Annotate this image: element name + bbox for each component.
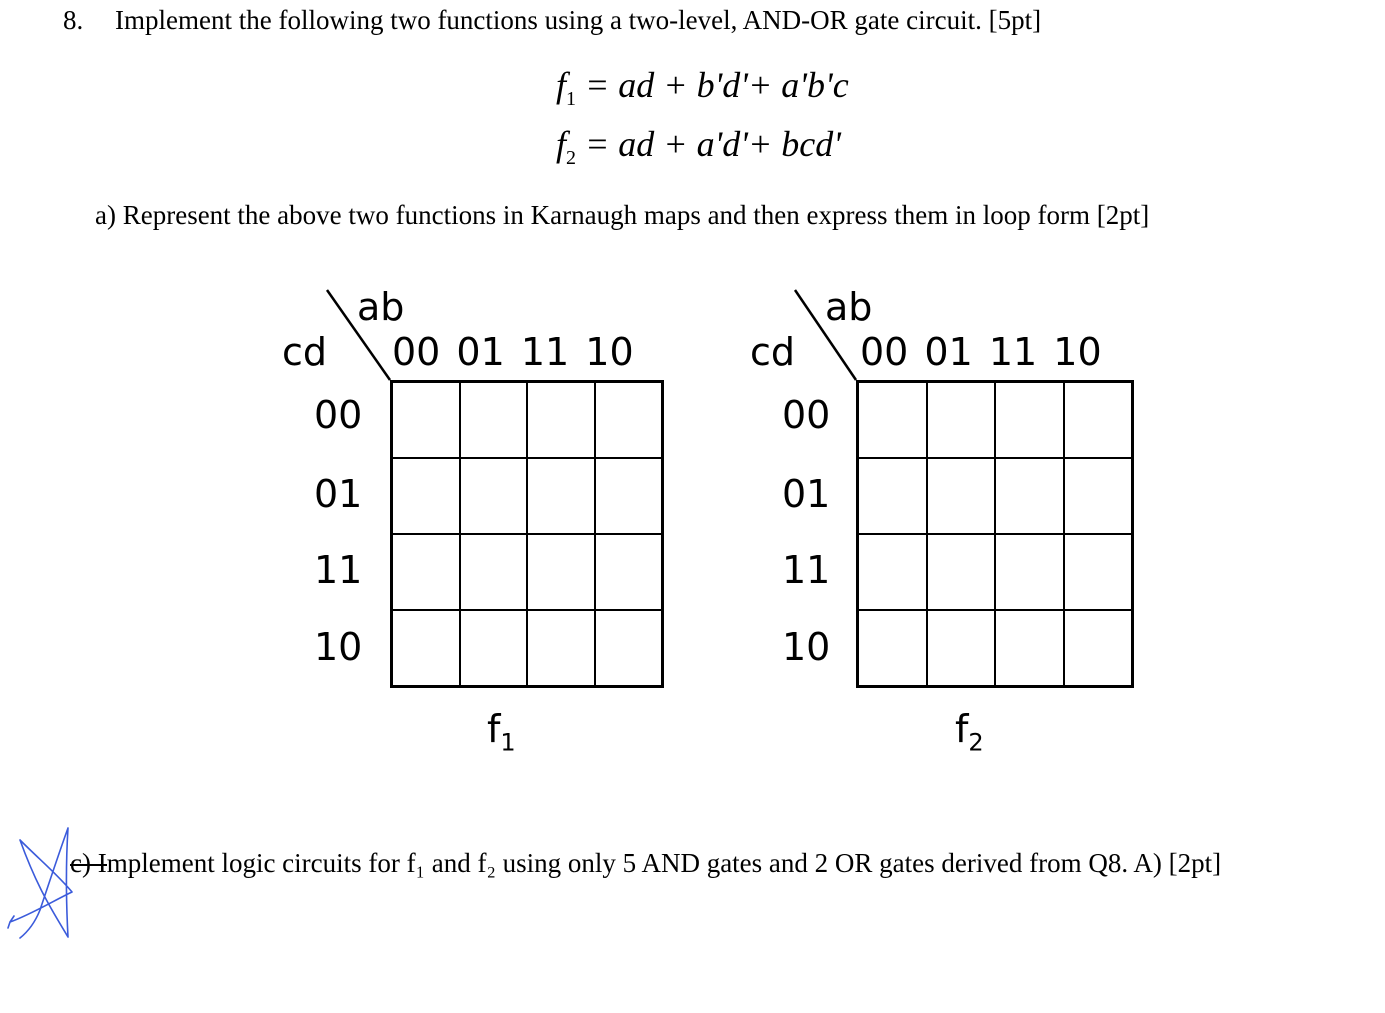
kmap-col-variable: ab — [825, 285, 873, 329]
kmap-function-subscript: 2 — [968, 728, 984, 757]
kmap-cell[interactable] — [858, 458, 927, 534]
karnaugh-map-f1 — [282, 285, 702, 765]
kmap-cell[interactable] — [1064, 534, 1133, 610]
kmap-cell[interactable] — [527, 610, 595, 686]
kmap-cell[interactable] — [927, 382, 996, 458]
kmap-cell[interactable] — [595, 610, 663, 686]
kmap-cell[interactable] — [595, 534, 663, 610]
kmap-row-label: 10 — [782, 625, 831, 669]
kmap-cell[interactable] — [527, 382, 595, 458]
kmap-row-label: 00 — [782, 393, 831, 437]
question-number: 8. — [63, 5, 84, 35]
kmap-cell[interactable] — [460, 382, 528, 458]
kmap-cell[interactable] — [995, 534, 1064, 610]
kmap-cell[interactable] — [392, 610, 460, 686]
kmap-cell[interactable] — [527, 458, 595, 534]
kmap-cell[interactable] — [460, 610, 528, 686]
equation-f2-name: f — [556, 124, 567, 164]
equation-f2-rhs: = ad + a'd'+ bcd' — [585, 124, 841, 164]
kmap-row-label: 01 — [314, 472, 363, 516]
kmap-cell[interactable] — [1064, 458, 1133, 534]
kmap-cell[interactable] — [392, 382, 460, 458]
equation-f1 — [556, 64, 849, 111]
kmap-cell[interactable] — [392, 534, 460, 610]
kmap-grid — [390, 380, 664, 688]
kmap-cell[interactable] — [460, 458, 528, 534]
kmap-cell[interactable] — [595, 458, 663, 534]
kmap-row-label: 11 — [314, 548, 363, 592]
part-c-body: mplement logic circuits for f₁ and f₂ using only 5 AND gates and 2 OR gates derived from Q8. A) [2pt] — [106, 848, 1222, 878]
question-text: Implement the following two functions using a two-level, AND-OR gate circuit. [5pt] — [115, 5, 1042, 35]
kmap-row-label: 11 — [782, 548, 831, 592]
kmap-function-subscript: 1 — [500, 728, 516, 757]
part-a-text: a) Represent the above two functions in Karnaugh maps and then express them in loop form [2pt] — [95, 200, 1150, 230]
kmap-row-label: 00 — [314, 393, 363, 437]
kmap-row-label: 01 — [782, 472, 831, 516]
kmap-cell[interactable] — [460, 534, 528, 610]
kmap-cell[interactable] — [1064, 382, 1133, 458]
kmap-function-name: f — [955, 707, 969, 751]
handwritten-scribble — [0, 820, 80, 945]
kmap-column-headers: 00 01 11 10 — [392, 330, 634, 374]
kmap-cell[interactable] — [858, 610, 927, 686]
equation-f2-subscript: 2 — [566, 147, 577, 169]
equation-f2 — [556, 123, 841, 170]
kmap-function-label — [955, 707, 984, 757]
kmap-cell[interactable] — [595, 382, 663, 458]
equation-f1-subscript: 1 — [566, 88, 577, 110]
kmap-cell[interactable] — [995, 382, 1064, 458]
kmap-cell[interactable] — [927, 610, 996, 686]
kmap-col-variable: ab — [357, 285, 405, 329]
equation-f1-name: f — [556, 65, 567, 105]
karnaugh-map-f2 — [750, 285, 1170, 765]
kmap-cell[interactable] — [1064, 610, 1133, 686]
kmap-cell[interactable] — [858, 382, 927, 458]
kmap-function-label — [487, 707, 516, 757]
equation-f1-rhs: = ad + b'd'+ a'b'c — [585, 65, 849, 105]
kmap-grid — [856, 380, 1134, 688]
kmap-column-headers: 00 01 11 10 — [860, 330, 1102, 374]
part-c-text — [70, 848, 1221, 879]
kmap-row-label: 10 — [314, 625, 363, 669]
kmap-cell[interactable] — [392, 458, 460, 534]
kmap-cell[interactable] — [927, 534, 996, 610]
kmap-cell[interactable] — [927, 458, 996, 534]
struck-through-prefix: c) I — [70, 848, 107, 878]
kmap-cell[interactable] — [527, 534, 595, 610]
kmap-row-variable: cd — [282, 330, 328, 374]
kmap-cell[interactable] — [995, 458, 1064, 534]
kmap-function-name: f — [487, 707, 501, 751]
kmap-cell[interactable] — [995, 610, 1064, 686]
kmap-row-variable: cd — [750, 330, 796, 374]
kmap-cell[interactable] — [858, 534, 927, 610]
